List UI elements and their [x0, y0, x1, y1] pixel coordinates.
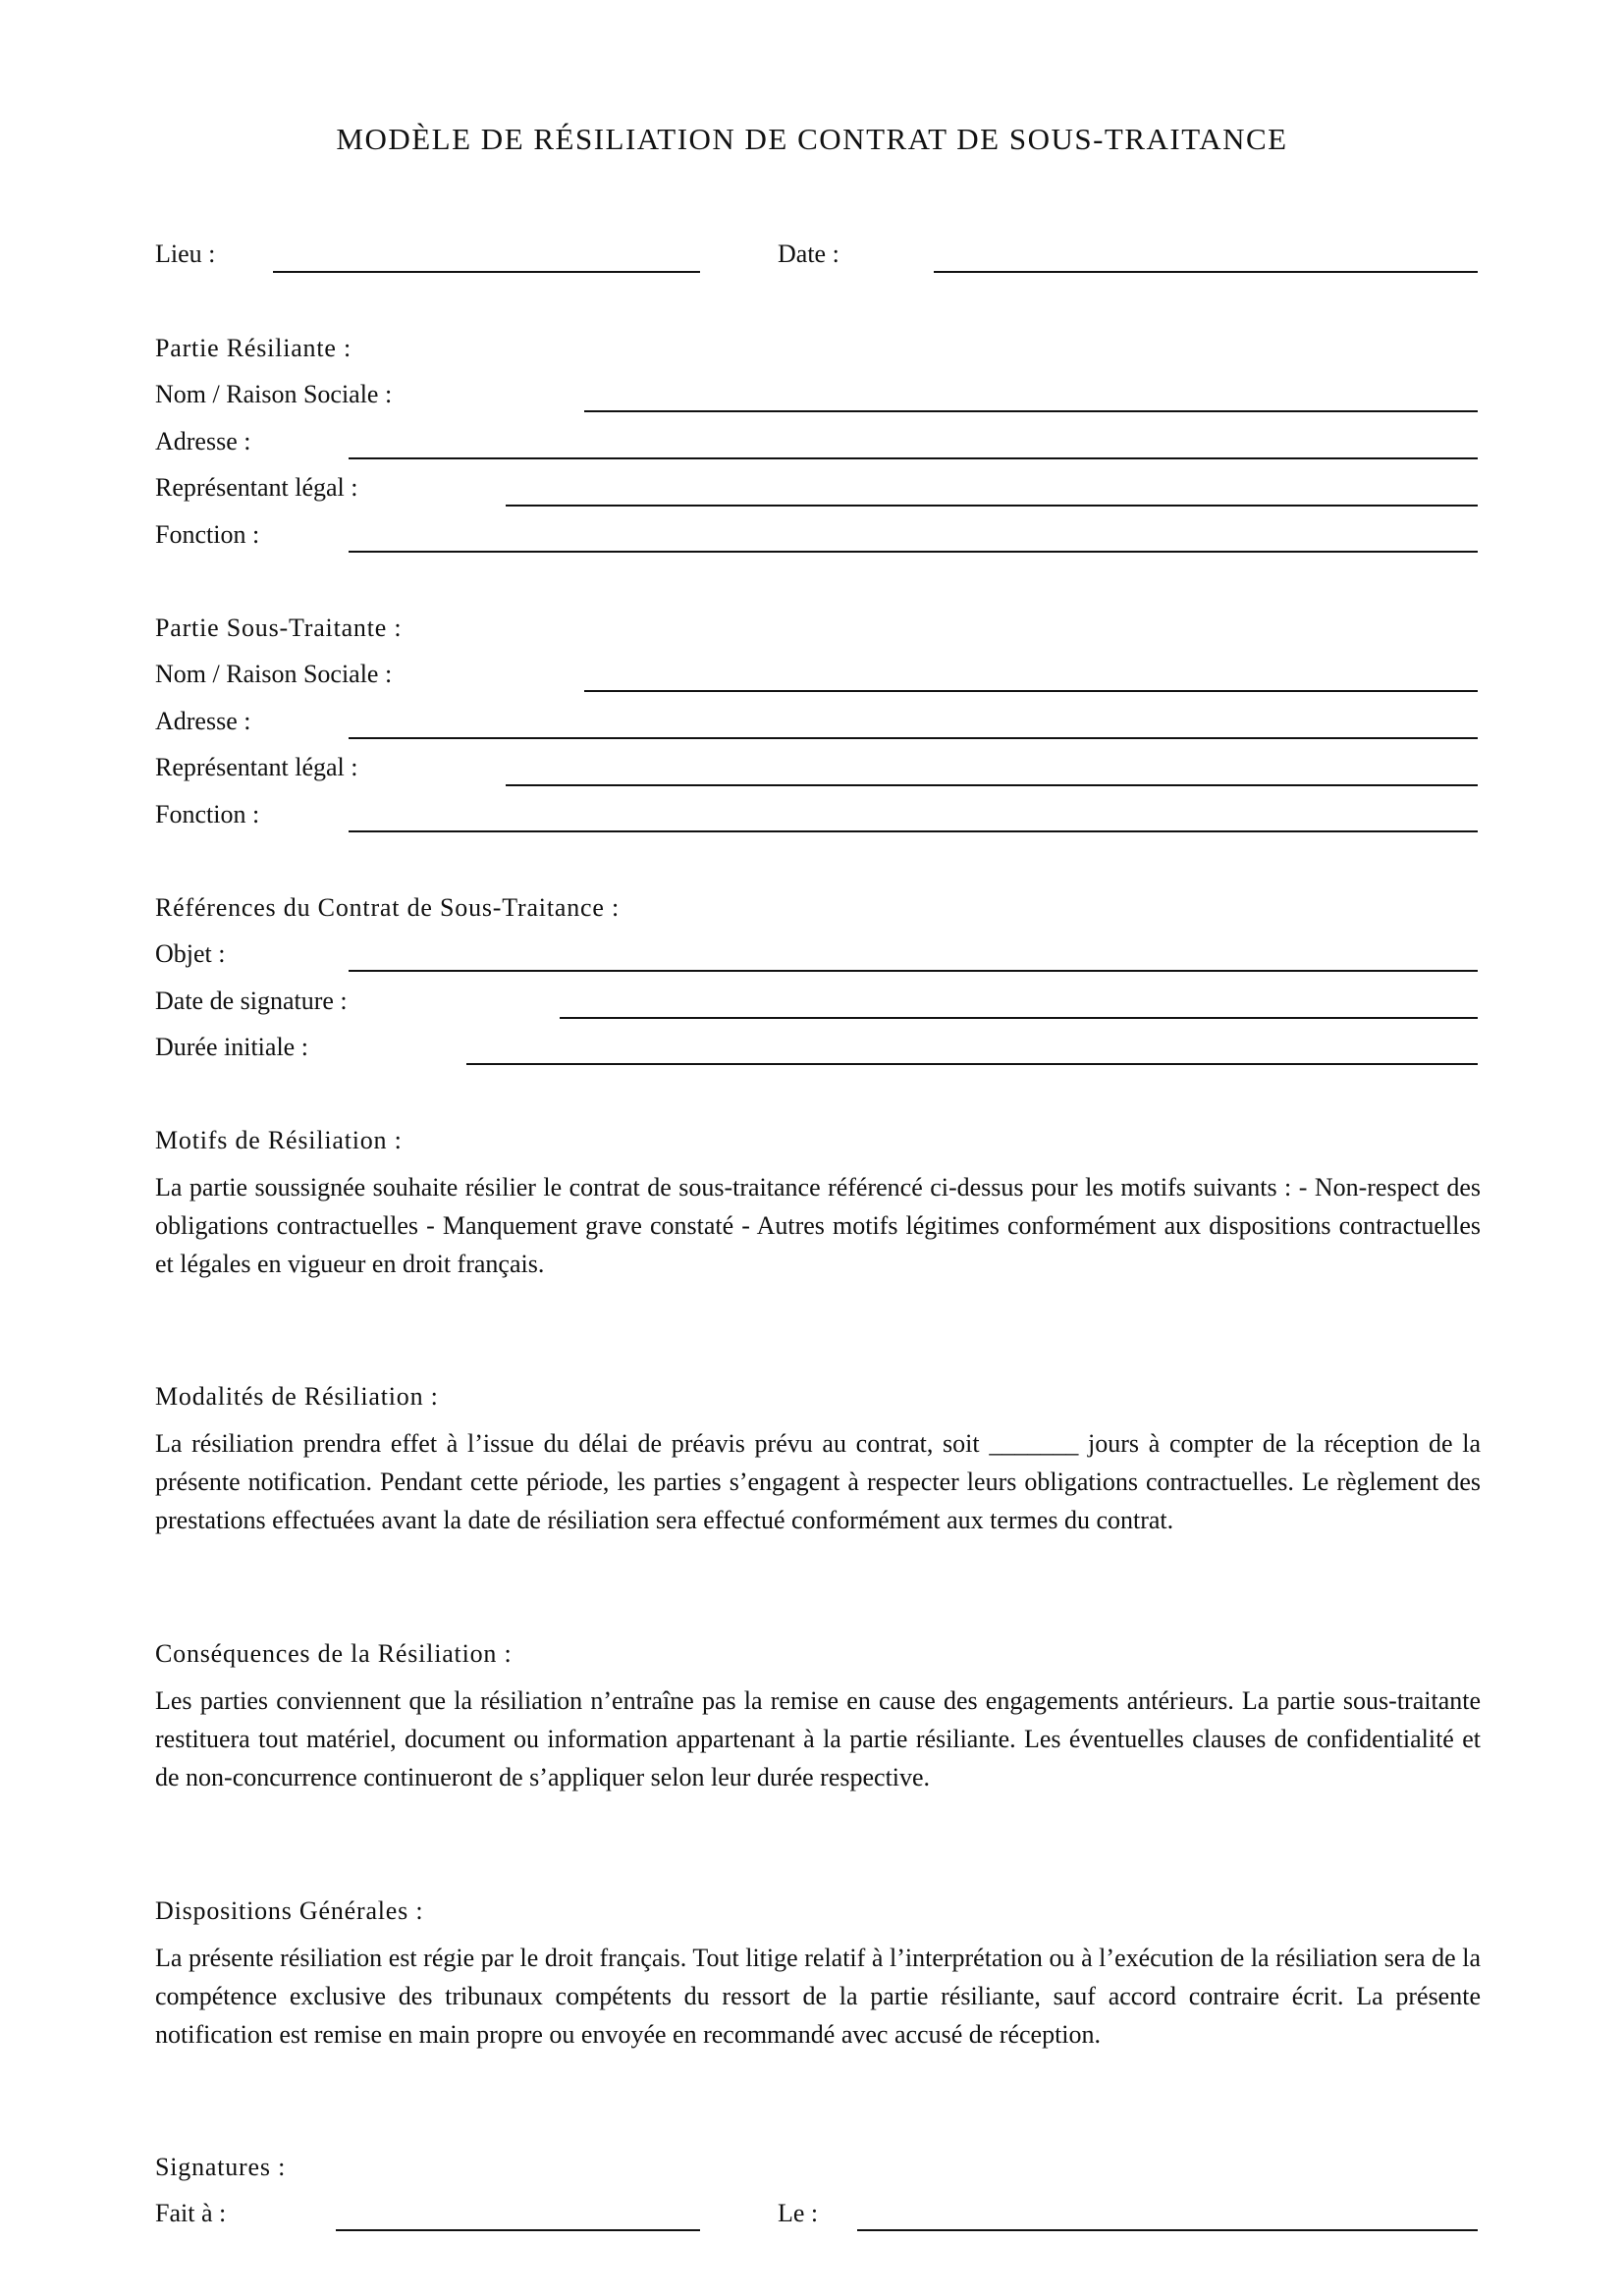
duree-initiale-label: Durée initiale :	[155, 1033, 308, 1061]
le-field[interactable]	[857, 2229, 1478, 2231]
partie-resiliante-heading: Partie Résiliante :	[155, 334, 352, 362]
fait-a-label: Fait à :	[155, 2199, 227, 2227]
resiliante-adresse-field[interactable]	[349, 457, 1478, 459]
le-label: Le :	[778, 2199, 819, 2227]
motifs-heading: Motifs de Résiliation :	[155, 1126, 403, 1154]
sous-traitante-nom-label: Nom / Raison Sociale :	[155, 660, 393, 688]
signatures-heading: Signatures :	[155, 2153, 287, 2181]
resiliante-representant-label: Représentant légal :	[155, 473, 358, 502]
modalites-paragraph: La résiliation prendra effet à l’issue du délai de préavis prévu au contrat, soit _______ jours à compter de la réception de la présente notification. Pendant cette période, les parties s’engagent à respecter leurs obligations contractuelles. Le règlement des prestations effectuées avant la date de résiliation sera effectué conformément aux termes du contrat.	[155, 1429, 1481, 1534]
objet-field[interactable]	[349, 970, 1478, 972]
sous-traitante-adresse-label: Adresse :	[155, 707, 251, 735]
resiliante-representant-field[interactable]	[506, 505, 1478, 507]
references-heading: Références du Contrat de Sous-Traitance :	[155, 893, 620, 922]
motifs-paragraph: La partie soussignée souhaite résilier le contrat de sous-traitance référencé ci-dessus pour les motifs suivants : - Non-respect des obligations contractuelles - Manquement grave constaté - Autres motifs légitimes conformément aux dispositions contractuelles et légales en vigueur en droit français.	[155, 1173, 1481, 1278]
dispositions-paragraph: La présente résiliation est régie par le droit français. Tout litige relatif à l’interprétation ou à l’exécution de la résiliation sera de la compétence exclusive des tribunaux compétents du ressort de la partie résiliante, sauf accord contraire écrit. La présente notification est remise en main propre ou envoyée en recommandé avec accusé de réception.	[155, 1944, 1481, 2049]
date-signature-field[interactable]	[560, 1017, 1478, 1019]
sous-traitante-fonction-label: Fonction :	[155, 800, 260, 828]
date-label: Date :	[778, 240, 839, 268]
resiliante-adresse-label: Adresse :	[155, 427, 251, 455]
fait-a-field[interactable]	[336, 2229, 700, 2231]
sous-traitante-representant-field[interactable]	[506, 784, 1478, 786]
duree-initiale-field[interactable]	[466, 1063, 1478, 1065]
date-signature-label: Date de signature :	[155, 987, 348, 1015]
consequences-heading: Conséquences de la Résiliation :	[155, 1639, 513, 1668]
modalites-heading: Modalités de Résiliation :	[155, 1382, 439, 1411]
dispositions-heading: Dispositions Générales :	[155, 1896, 424, 1925]
document-title: MODÈLE DE RÉSILIATION DE CONTRAT DE SOUS-TRAITANCE	[336, 122, 1288, 156]
lieu-label: Lieu :	[155, 240, 216, 268]
date-field[interactable]	[934, 271, 1478, 273]
resiliante-nom-field[interactable]	[584, 410, 1478, 412]
resiliante-fonction-label: Fonction :	[155, 520, 260, 549]
sous-traitante-adresse-field[interactable]	[349, 737, 1478, 739]
sous-traitante-representant-label: Représentant légal :	[155, 753, 358, 781]
resiliante-nom-label: Nom / Raison Sociale :	[155, 380, 393, 408]
partie-sous-traitante-heading: Partie Sous-Traitante :	[155, 614, 403, 642]
sous-traitante-fonction-field[interactable]	[349, 830, 1478, 832]
consequences-paragraph: Les parties conviennent que la résiliation n’entraîne pas la remise en cause des engagements antérieurs. La partie sous-traitante restituera tout matériel, document ou information appartenant à la partie résiliante. Les éventuelles clauses de confidentialité et de non-concurrence continueront de s’appliquer selon leur durée respective.	[155, 1686, 1481, 1791]
resiliante-fonction-field[interactable]	[349, 551, 1478, 553]
sous-traitante-nom-field[interactable]	[584, 690, 1478, 692]
objet-label: Objet :	[155, 939, 226, 968]
lieu-field[interactable]	[273, 271, 700, 273]
